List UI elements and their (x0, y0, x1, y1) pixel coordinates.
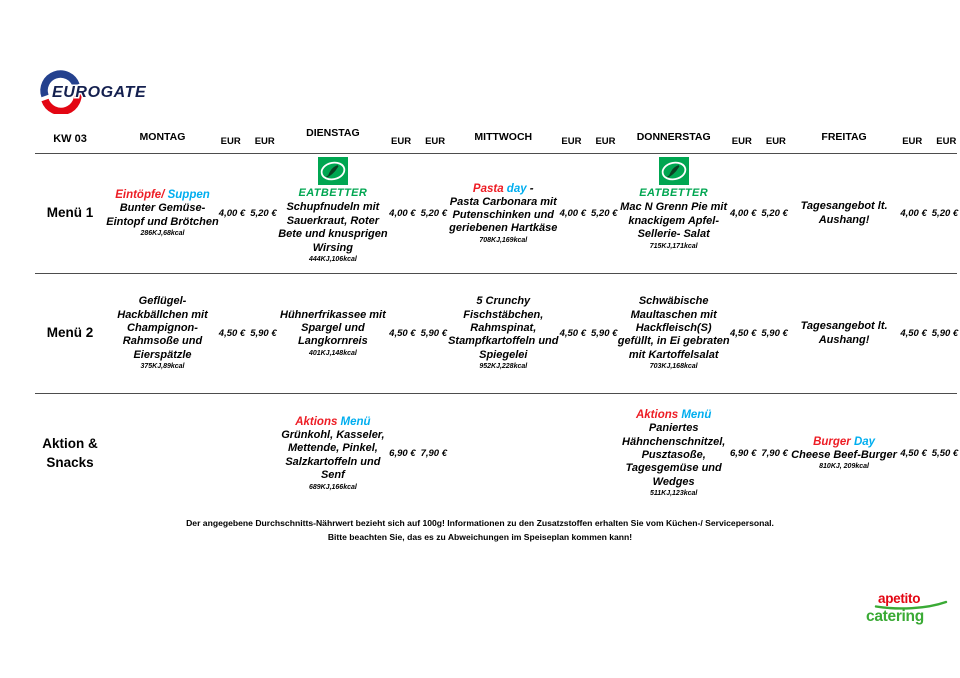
nutrition-info: 511KJ,123kcal (649, 490, 698, 498)
nutrition-info: 444KJ,106kcal (308, 256, 357, 264)
tag-part-red: Aktions (635, 409, 679, 422)
nutrition-info: 715KJ,171kcal (649, 242, 698, 250)
table-header-row (35, 127, 957, 153)
price-small: 4,50 € (389, 328, 416, 339)
price-small: 4,50 € (559, 328, 586, 339)
tag-part-cyan: day (503, 182, 527, 195)
eur-label: EUR (902, 136, 923, 147)
row-label-menu2: Menü 2 (46, 325, 94, 341)
tag-part-red: Eintöpfe/ (115, 189, 165, 202)
nutrition-info: 401KJ,148kcal (308, 349, 357, 357)
eur-header-mittwoch (561, 127, 616, 147)
price-small: 4,50 € (218, 328, 246, 339)
price-small: 4,50 € (900, 328, 927, 339)
menu2-freitag-dish (787, 320, 902, 347)
eur-label: EUR (561, 136, 582, 147)
menu2-donnerstag-dish (616, 295, 731, 372)
dish-name: Cheese Beef-Burger (791, 449, 897, 462)
price-large: 5,90 € (761, 328, 788, 339)
eurogate-logo (36, 68, 156, 119)
aktion-donnerstag-prices (731, 448, 786, 459)
week-label: KW 03 (53, 133, 87, 145)
nutrition-info: 708KJ,169kcal (479, 236, 528, 244)
aktion-freitag-prices (902, 448, 957, 459)
dish-tag (473, 182, 534, 196)
eur-label: EUR (765, 136, 786, 147)
price-large: 5,20 € (761, 208, 788, 219)
menu1-donnerstag-prices (731, 208, 786, 219)
eatbetter-label: EATBETTER (298, 187, 368, 199)
nutrition-info: 286KJ,68kcal (140, 230, 185, 238)
day-header-mittwoch: MITTWOCH (474, 131, 533, 143)
price-small: 6,90 € (729, 448, 757, 459)
eurogate-wordmark: EUROGATE (52, 84, 147, 101)
menu1-mittwoch-prices (561, 208, 616, 219)
eurogate-logo-graphic (36, 68, 156, 114)
price-small: 4,50 € (900, 448, 927, 459)
menu2-donnerstag-prices (731, 328, 786, 339)
dish-tag (636, 408, 711, 422)
eur-label: EUR (936, 136, 957, 147)
price-large: 7,90 € (761, 448, 788, 459)
price-large: 5,90 € (420, 328, 448, 339)
price-large: 5,20 € (590, 208, 618, 219)
nutrition-info: 952KJ,228kcal (479, 363, 528, 371)
footer-line-1: Der angegebene Durchschnitts-Nährwert bezieht sich auf 100g! Informationen zu den Zusatzstoffen erhalten Sie vom Küchen-/ Servicepersonal. (186, 518, 774, 528)
price-small: 4,00 € (218, 208, 246, 219)
menu2-montag-prices (220, 328, 275, 339)
eatbetter-icon (659, 157, 689, 185)
menu2-freitag-prices (902, 328, 957, 339)
eur-header-freitag (902, 127, 957, 147)
menu1-donnerstag-dish (616, 154, 731, 273)
price-large: 7,90 € (420, 448, 448, 459)
dish-name: Grünkohl, Kasseler, Mettende, Pinkel, Salzkartoffeln und Senf (281, 428, 385, 482)
menu-table (35, 127, 957, 513)
price-large: 5,50 € (931, 448, 959, 459)
dish-name: Paniertes Hähnchenschnitzel, Pusztasoße, Tagesgemüse und Wedges (622, 422, 726, 488)
dish-name: Tagesangebot lt. Aushang! (800, 200, 888, 226)
menu1-montag-dish (105, 188, 220, 238)
eur-label: EUR (731, 136, 752, 147)
eur-label: EUR (220, 136, 241, 147)
eatbetter-label: EATBETTER (639, 187, 709, 199)
eatbetter-icon-graphic (659, 157, 689, 185)
price-small: 4,50 € (729, 328, 757, 339)
dish-name: Tagesangebot lt. Aushang! (800, 320, 888, 346)
eatbetter-icon-graphic (318, 157, 348, 185)
menu1-freitag-prices (902, 208, 957, 219)
price-small: 4,00 € (900, 208, 927, 219)
eur-header-dienstag (390, 127, 445, 147)
day-header-donnerstag: DONNERSTAG (636, 131, 711, 143)
footer-line-2: Bitte beachten Sie, das es zu Abweichungen im Speiseplan kommen kann! (327, 531, 633, 542)
menu-row-2 (35, 274, 957, 393)
dish-name: Bunter Gemüse-Eintopf und Brötchen (106, 202, 219, 228)
dish-name: Hühnerfrikassee mit Spargel und Langkornreis (280, 308, 386, 348)
eur-label: EUR (425, 136, 446, 147)
day-header-freitag: FREITAG (821, 131, 867, 143)
day-header-montag: MONTAG (139, 131, 186, 143)
tag-part-red: Pasta (472, 182, 504, 195)
menu2-dienstag-prices (389, 328, 448, 339)
menu1-dienstag-prices (389, 208, 448, 219)
aktion-dienstag-dish (275, 415, 390, 492)
tag-part-cyan: Suppen (164, 189, 210, 202)
apetito-catering-logo (856, 590, 951, 633)
dish-name: Pasta Carbonara mit Putenschinken und geriebenen Hartkäse (449, 195, 558, 235)
price-small: 6,90 € (389, 448, 416, 459)
dish-tag (813, 435, 875, 449)
price-small: 4,00 € (559, 208, 586, 219)
price-large: 5,20 € (420, 208, 448, 219)
row-label-aktion: Aktion & Snacks (42, 436, 98, 470)
menu2-montag-dish (105, 295, 220, 372)
price-large: 5,90 € (931, 328, 959, 339)
nutrition-info: 810KJ, 209kcal (819, 463, 869, 471)
dish-name: 5 Crunchy Fischstäbchen, Rahmspinat, Stampfkartoffeln und Spiegelei (448, 295, 559, 361)
tag-part-red: Aktions (295, 415, 338, 428)
tag-part-cyan: Menü (337, 415, 371, 428)
nutrition-info: 375KJ,89kcal (140, 363, 185, 371)
eur-header-donnerstag (731, 127, 786, 147)
eur-label: EUR (254, 136, 275, 147)
nutrition-info: 703KJ,168kcal (649, 363, 698, 371)
price-large: 5,90 € (590, 328, 618, 339)
dish-name: Schwäbische Maultaschen mit Hackfleisch(S) gefüllt, in Ei gebraten mit Kartoffelsalat (617, 295, 730, 361)
aktion-dienstag-prices (389, 448, 448, 459)
tag-part-red: Burger (813, 436, 851, 449)
price-large: 5,20 € (931, 208, 959, 219)
menu2-dienstag-dish (275, 309, 390, 359)
price-small: 4,00 € (729, 208, 757, 219)
row-label-menu1: Menü 1 (46, 205, 94, 221)
eur-label: EUR (391, 136, 412, 147)
dish-name: Schupfnudeln mit Sauerkraut, Roter Bete und knusprigen Wirsing (278, 201, 388, 254)
dish-name: Geflügel-Hackbällchen mit Champignon-Rahmsoße und Eierspätzle (117, 295, 208, 361)
eur-header-montag (220, 127, 275, 147)
catering-wordmark: catering (866, 608, 924, 625)
price-large: 5,90 € (250, 328, 277, 339)
tag-part-black: - (526, 182, 534, 195)
menu2-mittwoch-prices (561, 328, 616, 339)
menu2-mittwoch-dish (446, 295, 561, 372)
footer-note (0, 517, 960, 545)
menu-row-aktion (35, 394, 957, 513)
menu1-freitag-dish (787, 200, 902, 227)
price-small: 4,00 € (389, 208, 416, 219)
dish-tag (295, 415, 370, 429)
menu1-dienstag-dish (275, 154, 390, 273)
menu1-mittwoch-dish (446, 182, 561, 246)
day-header-dienstag: DIENSTAG (306, 127, 360, 139)
tag-part-cyan: Menü (678, 409, 712, 422)
menu-row-1 (35, 154, 957, 273)
aktion-freitag-dish (787, 435, 902, 472)
apetito-logo-graphic (856, 590, 951, 628)
apetito-wordmark: apetito (878, 591, 921, 606)
eatbetter-icon (318, 157, 348, 185)
tag-part-cyan: Day (850, 436, 876, 449)
menu1-montag-prices (220, 208, 275, 219)
dish-tag (115, 188, 210, 202)
nutrition-info: 689KJ,166kcal (308, 483, 357, 491)
dish-name: Mac N Grenn Pie mit knackigem Apfel- Sellerie- Salat (620, 201, 728, 241)
aktion-donnerstag-dish (616, 408, 731, 499)
price-large: 5,20 € (250, 208, 277, 219)
eur-label: EUR (595, 136, 616, 147)
